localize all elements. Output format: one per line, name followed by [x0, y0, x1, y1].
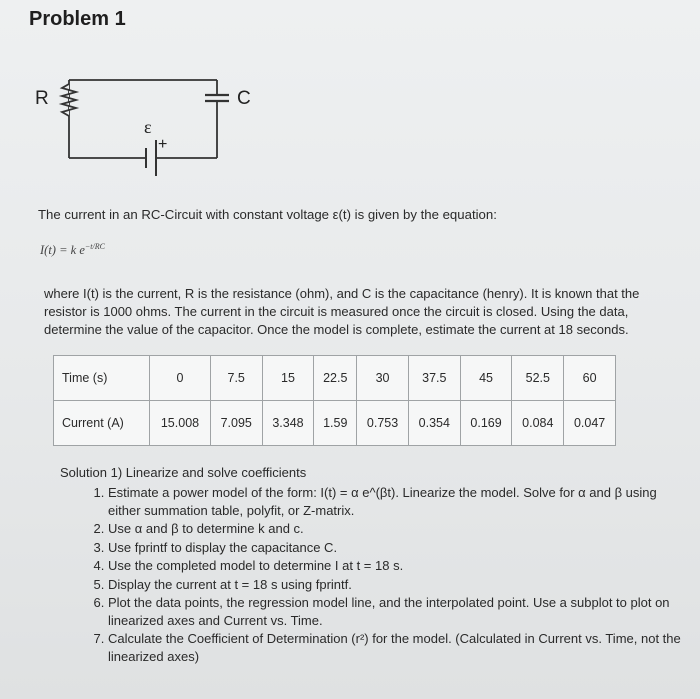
rc-circuit-diagram: [0, 0, 700, 200]
solution-step: 2. Use α and β to determine k and c.: [108, 520, 683, 538]
time-cell: 60: [564, 356, 616, 401]
battery-symbol: [146, 140, 156, 176]
current-cell: 0.753: [357, 401, 409, 446]
current-row: [54, 401, 616, 446]
time-cell: 52.5: [512, 356, 564, 401]
time-cell: 0: [150, 356, 211, 401]
time-cell: 45: [460, 356, 512, 401]
solution-step: 5. Display the current at t = 18 s using fprintf.: [108, 576, 683, 594]
time-cell: 30: [357, 356, 409, 401]
solution-steps: [88, 484, 683, 666]
current-cell: 0.084: [512, 401, 564, 446]
current-cell: 15.008: [150, 401, 211, 446]
resistor-label: R: [35, 88, 49, 109]
time-cell: 37.5: [408, 356, 460, 401]
solution-step: 3. Use fprintf to display the capacitance C.: [108, 539, 683, 557]
current-cell: 0.354: [408, 401, 460, 446]
current-cell: 1.59: [314, 401, 357, 446]
capacitor-symbol: [205, 95, 229, 101]
problem-description: where I(t) is the current, R is the resistance (ohm), and C is the capacitance (henry). It is known that the resistor is 1000 ohms. The current in the circuit is measured once the circuit is closed. Using the data, determine the value of the capacitor. Once the model is complete, estimate the current at 18 seconds.: [44, 286, 640, 337]
solution-step: 7. Calculate the Coefficient of Determination (r²) for the model. (Calculated in Current vs. Time, not the linearized axes): [108, 630, 683, 665]
current-header: Current (A): [54, 401, 150, 446]
current-cell: 3.348: [262, 401, 314, 446]
current-cell: 7.095: [210, 401, 262, 446]
equation-lhs: I(t) = k e: [40, 243, 85, 258]
time-row: [54, 356, 616, 401]
problem-title: Problem 1: [29, 8, 126, 30]
equation-exponent: −t/RC: [84, 242, 105, 251]
resistor-symbol: [62, 84, 76, 116]
time-cell: 7.5: [210, 356, 262, 401]
solution-heading: Solution 1) Linearize and solve coefficients: [60, 465, 307, 480]
current-cell: 0.047: [564, 401, 616, 446]
current-equation: [40, 242, 105, 258]
measurement-table: [53, 355, 616, 446]
solution-step: 6. Plot the data points, the regression model line, and the interpolated point. Use a subplot to plot on linearized axes and Current vs. Time.: [108, 594, 683, 629]
time-header: Time (s): [54, 356, 150, 401]
current-cell: 0.169: [460, 401, 512, 446]
battery-plus-label: +: [158, 136, 168, 153]
time-cell: 22.5: [314, 356, 357, 401]
intro-text: The current in an RC-Circuit with constant voltage ε(t) is given by the equation:: [38, 207, 497, 222]
solution-step: 1. Estimate a power model of the form: I(t) = α e^(βt). Linearize the model. Solve for α and β using either summation table, polyfit, or Z-matrix.: [108, 484, 683, 519]
solution-step: 4. Use the completed model to determine I at t = 18 s.: [108, 557, 683, 575]
emf-label: ε: [144, 117, 152, 137]
time-cell: 15: [262, 356, 314, 401]
capacitor-label: C: [237, 88, 251, 109]
